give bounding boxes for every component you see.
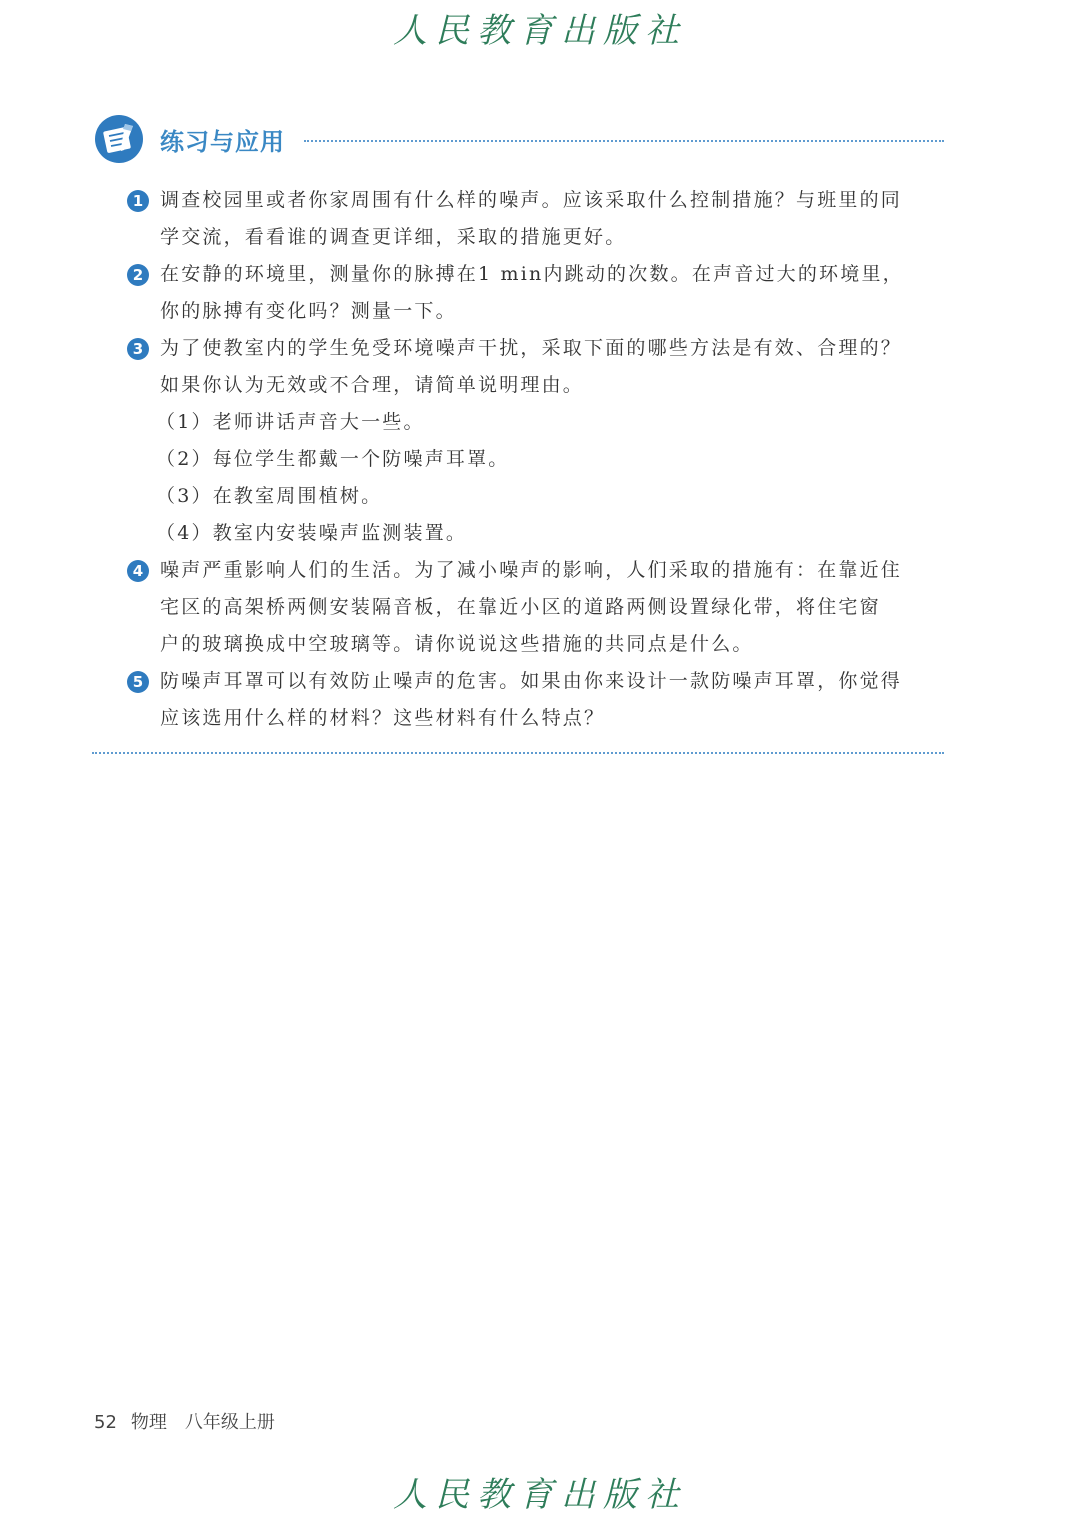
page-footer xyxy=(94,1408,275,1434)
svg-text:人民教育出版社: 人民教育出版社 xyxy=(393,1475,687,1515)
exercise-text-line: 在安静的环境里，测量你的脉搏在1 min内跳动的次数。在声音过大的环境里， xyxy=(160,263,904,285)
svg-text:人民教育出版社: 人民教育出版社 xyxy=(393,11,687,51)
exercise-text-line: 为了使教室内的学生免受环境噪声干扰，采取下面的哪些方法是有效、合理的？ xyxy=(160,337,903,359)
exercise-text-line: 调查校园里或者你家周围有什么样的噪声。应该采取什么控制措施？与班里的同 xyxy=(160,189,903,211)
exercise-sub-item: （2）每位学生都戴一个防噪声耳罩。 xyxy=(156,448,510,470)
exercise-text-line: 防噪声耳罩可以有效防止噪声的危害。如果由你来设计一款防噪声耳罩，你觉得 xyxy=(160,670,903,692)
exercise-text-line: 宅区的高架桥两侧安装隔音板，在靠近小区的道路两侧设置绿化带，将住宅窗 xyxy=(160,596,881,618)
publisher-watermark-top xyxy=(0,6,1080,54)
exercise-text-line: 如果你认为无效或不合理，请简单说明理由。 xyxy=(160,374,585,396)
exercise-list xyxy=(124,182,924,737)
exercise-item xyxy=(124,256,924,330)
exercise-item xyxy=(124,182,924,256)
grade-label: 八年级上册 xyxy=(184,1412,275,1433)
exercise-text-line: 噪声严重影响人们的生活。为了减小噪声的影响，人们采取的措施有：在靠近住 xyxy=(160,559,903,581)
header-dotted-rule xyxy=(304,140,944,142)
exercise-number-badge: 4 xyxy=(127,560,149,582)
subject-label: 物理 xyxy=(130,1412,167,1433)
page-number: 52 xyxy=(94,1412,117,1433)
exercise-number-badge: 3 xyxy=(127,338,149,360)
exercise-number-badge: 2 xyxy=(127,264,149,286)
section-header xyxy=(92,112,944,168)
pencil-notebook-icon xyxy=(94,114,144,164)
exercise-number-badge: 1 xyxy=(127,190,149,212)
publisher-calligraphy-logo xyxy=(385,1470,695,1518)
section-title: 练习与应用 xyxy=(160,128,285,156)
exercise-text-line: 学交流，看看谁的调查更详细，采取的措施更好。 xyxy=(160,226,627,248)
exercise-text-line: 你的脉搏有变化吗？测量一下。 xyxy=(160,300,457,322)
exercise-text-line: 户的玻璃换成中空玻璃等。请你说说这些措施的共同点是什么。 xyxy=(160,633,754,655)
exercise-sub-item: （3）在教室周围植树。 xyxy=(156,485,383,507)
exercise-text-line: 应该选用什么样的材料？这些材料有什么特点？ xyxy=(160,707,606,729)
exercise-item xyxy=(124,552,924,663)
exercise-item xyxy=(124,330,924,404)
exercise-number-badge: 5 xyxy=(127,671,149,693)
publisher-calligraphy-logo xyxy=(385,6,695,54)
publisher-watermark-bottom xyxy=(0,1470,1080,1518)
exercise-item xyxy=(124,663,924,737)
bottom-dotted-rule xyxy=(92,752,944,754)
exercise-sub-item: （1）老师讲话声音大一些。 xyxy=(156,411,425,433)
exercise-sub-item: （4）教室内安装噪声监测装置。 xyxy=(156,522,468,544)
